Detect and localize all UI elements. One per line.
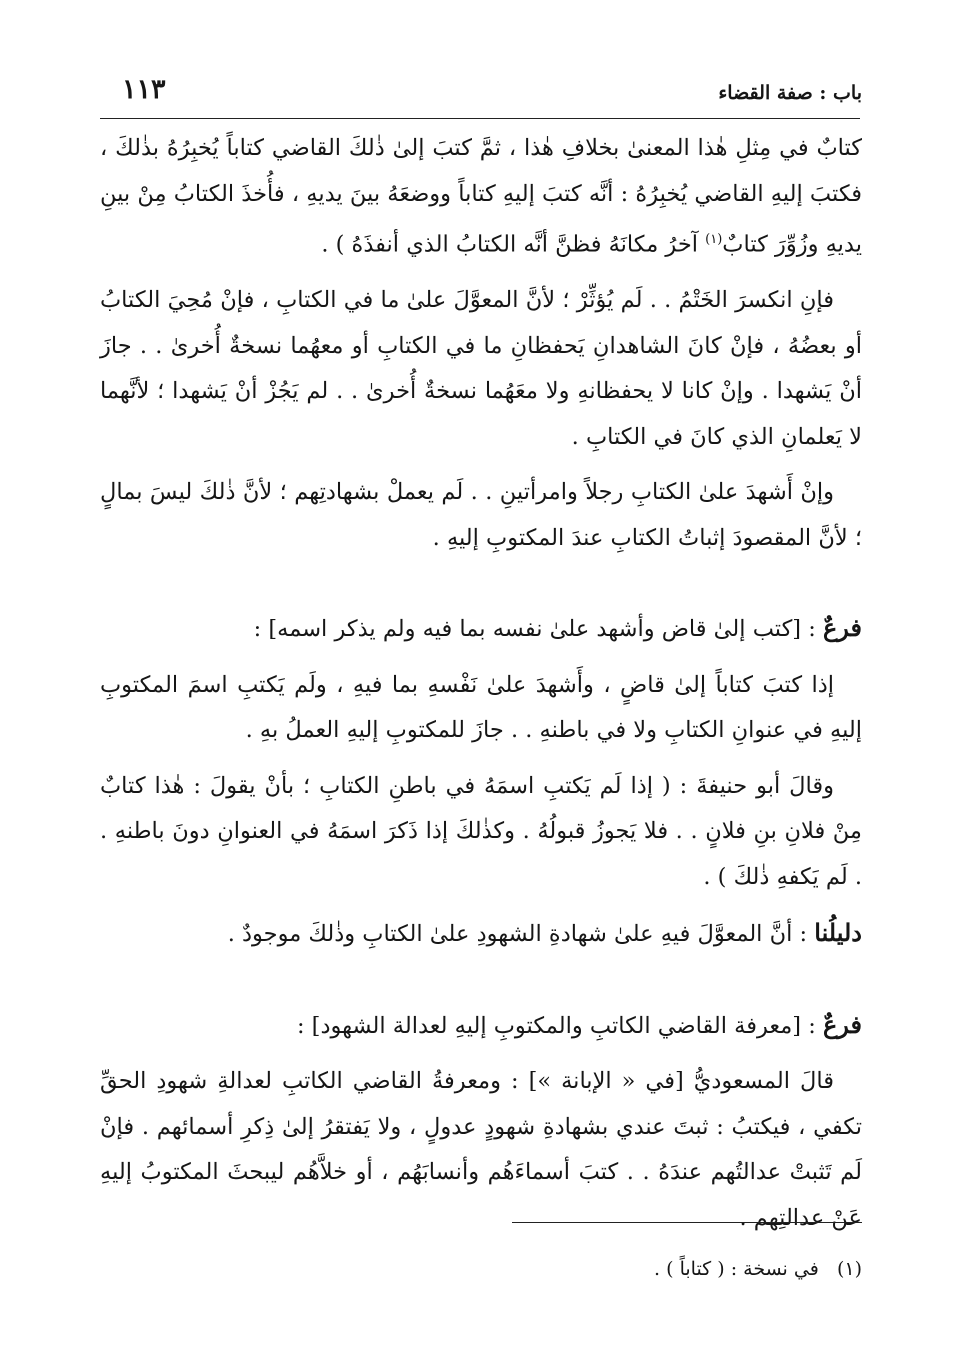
paragraph-1-continued: آخرُ مكانَهُ فظنَّ أنَّه الكتابُ الذي أنفذَهُ ) . bbox=[321, 231, 706, 258]
paragraph-6: قالَ المسعوديُّ [في « الإبانة »] : ومعرفةُ القاضي الكاتبِ لعدالةِ شهودِ الحقِّ تكفي ، فيكتبُ : ثبتَ عندي بشهادةِ شهودٍ عدولٍ ، ولا يَفتقرُ إلىٰ ذِكرِ أسمائهم . فإنْ لَم تَثبتْ عدالتُهم عندَهُ . . كتبَ أسماءَهُم وأنسابَهُم ، أو خلاَّهُم ليبحثَ المكتوبُ إليهِ عَنْ عدالتِهم . bbox=[100, 1068, 862, 1231]
paragraph-4: إذا كتبَ كتاباً إلىٰ قاضٍ ، وأَشهدَ علىٰ نَفْسهِ بما فيهِ ، ولَم يَكتبِ اسمَ المكتوبِ إليهِ في عنوانِ الكتابِ ولا في باطنهِ . . جازَ للمكتوبِ إليهِ العملُ بهِ . bbox=[100, 671, 862, 743]
paragraph-5: وقالَ أبو حنيفةَ : ( إذا لَم يَكتبِ اسمَهُ في باطنِ الكتابِ ؛ بأنْ يقولَ : هٰذا كتابٌ مِنْ فلانِ بنِ فلانٍ . . فلا يَجوزُ قبولُهُ . وكذٰلكَ إذا ذَكرَ اسمَهُ في العنوانِ دونَ باطنهِ . . لَم يَكفهِ ذٰلكَ ) . bbox=[100, 772, 862, 890]
footnote-text: في نسخة : ( كتاباً ) . bbox=[654, 1258, 819, 1280]
paragraph-spacer bbox=[100, 653, 862, 663]
paragraph-spacer bbox=[100, 460, 862, 470]
proof-label: دليلُنا bbox=[814, 918, 862, 947]
footnote-divider bbox=[512, 1222, 862, 1223]
chapter-title: باب : صفة القضاء bbox=[718, 82, 862, 104]
paragraph-spacer bbox=[100, 754, 862, 764]
footnote-number: (١) bbox=[836, 1258, 862, 1280]
header-divider bbox=[100, 118, 860, 119]
branch-label: فرعٌ bbox=[822, 613, 862, 642]
paragraph-1-text: كتابٌ في مِثلِ هٰذا المعنىٰ بخلافِ هٰذا ، ثمَّ كتبَ إلىٰ ذٰلكَ القاضي كتاباً يُخبِرُهُ بذٰلكَ ، فكتبَ إليهِ القاضي يُخبِرُهُ : أنَّه كتبَ إليهِ كتاباً ووضعَهُ بينَ يديهِ ، فأُخذَ الكتابُ مِنْ بينِ يديهِ وزُوِّرَ كتابٌ bbox=[100, 135, 862, 258]
proof-text: : أنَّ المعوَّلَ فيهِ علىٰ شهادةِ الشهودِ علىٰ الكتابِ وذٰلكَ موجودٌ . bbox=[227, 921, 815, 947]
section-spacer bbox=[100, 958, 862, 1002]
paragraph-spacer bbox=[100, 900, 862, 910]
branch-title: : [معرفة القاضي الكاتبِ والمكتوبِ إليهِ لعدالة الشهود] : bbox=[296, 1012, 823, 1039]
proof-paragraph bbox=[100, 910, 862, 958]
branch-heading-2 bbox=[100, 1002, 862, 1050]
paragraph-1 bbox=[100, 126, 862, 268]
paragraph-3: وإنْ أَشهدَ علىٰ الكتابِ رجلاً وامرأتينِ . . لَم يعملْ بشهادتِهم ؛ لأنَّ ذٰلكَ ليسَ بمالٍ ؛ لأنَّ المقصودَ إثباتُ الكتابِ عندَ المكتوبِ إليهِ . bbox=[100, 479, 862, 551]
paragraph-2: فإنِ انكسرَ الخَتْمُ . . لَم يُؤثِّرْ ؛ لأنَّ المعوَّلَ علىٰ ما في الكتابِ ، فإنْ مُحِيَ الكتابُ أو بعضُهُ ، فإنْ كانَ الشاهدانِ يَحفظانِ ما في الكتابِ أو معهُما نسخةٌ أُخرىٰ . . جازَ أنْ يَشهدا . وإنْ كانا لا يحفظانهِ ولا معَهُما نسخةٌ أُخرىٰ . . لم يَجُزْ أنْ يَشهدا ؛ لأنَّهما لا يَعلمانِ الذي كانَ في الكتابِ . bbox=[100, 287, 862, 450]
branch-heading-1 bbox=[100, 605, 862, 653]
main-text bbox=[100, 126, 862, 1241]
branch-title: : [كتب إلىٰ قاض وأشهد علىٰ نفسه بما فيه ولم يذكر اسمه] : bbox=[253, 616, 823, 642]
branch-label: فرعٌ bbox=[822, 1009, 862, 1039]
paragraph-spacer bbox=[100, 268, 862, 278]
footnote bbox=[654, 1256, 862, 1282]
page-number: ١١٣ bbox=[122, 74, 166, 105]
footnote-reference: (١) bbox=[705, 232, 723, 247]
section-spacer bbox=[100, 561, 862, 605]
paragraph-spacer bbox=[100, 1049, 862, 1059]
